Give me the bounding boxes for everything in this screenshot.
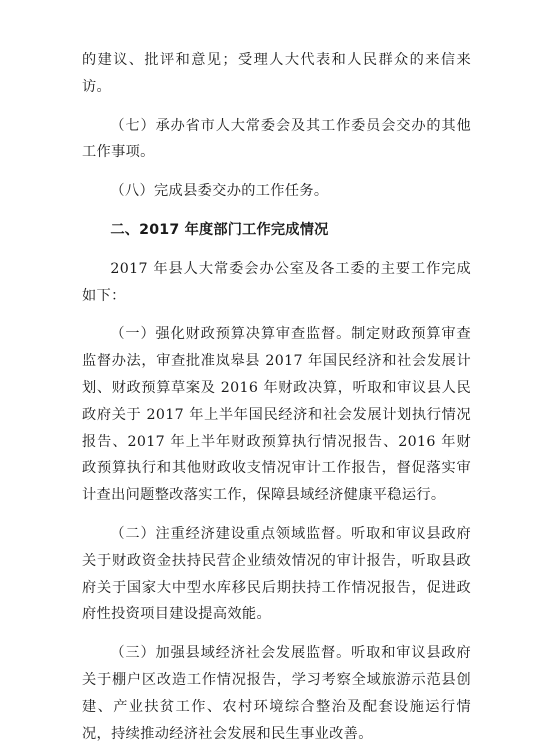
section-heading-2017-work: 二、2017 年度部门工作完成情况	[110, 221, 329, 238]
paragraph-budget-supervision: （一）强化财政预算决算审查监督。制定财政预算审查监督办法，审查批准岚皋县 2017 年国民经济和社会发展计划、财政预算草案及 2016 年财政决算，听取和审议县人民政府关于 2017 年上半年国民经济和社会发展计划执行情况报告、2017 年上半年财政预算执行情况报告、2016 年财政预算执行和其他财政收支情况审计工作报告，督促落实审计查出问题整改落实工作，保障县域经济健康平稳运行。	[82, 326, 471, 504]
paragraph-2017-summary: 2017 年县人大常委会办公室及各工委的主要工作完成如下：	[82, 260, 471, 304]
paragraph-item-seven: （七）承办省市人大常委会及其工作委员会交办的其他工作事项。	[82, 117, 471, 161]
paragraph-item-eight: （八）完成县委交办的工作任务。	[110, 183, 329, 200]
paragraph-economic-supervision: （二）注重经济建设重点领域监督。听取和审议县政府关于财政资金扶持民营企业绩效情况的审计报告，听取县政府关于国家大中型水库移民后期扶持工作情况报告，促进政府性投资项目建设提高效能。	[82, 525, 471, 623]
paragraph-social-development-supervision: （三）加强县域经济社会发展监督。听取和审议县政府关于棚户区改造工作情况报告，学习考察全域旅游示范县创建、产业扶贫工作、农村环境综合整治及配套设施运行情况，持续推动经济社会发展和民生事业改善。	[82, 645, 471, 742]
paragraph-intake-suggestions: 的建议、批评和意见；受理人大代表和人民群众的来信来访。	[82, 52, 471, 95]
